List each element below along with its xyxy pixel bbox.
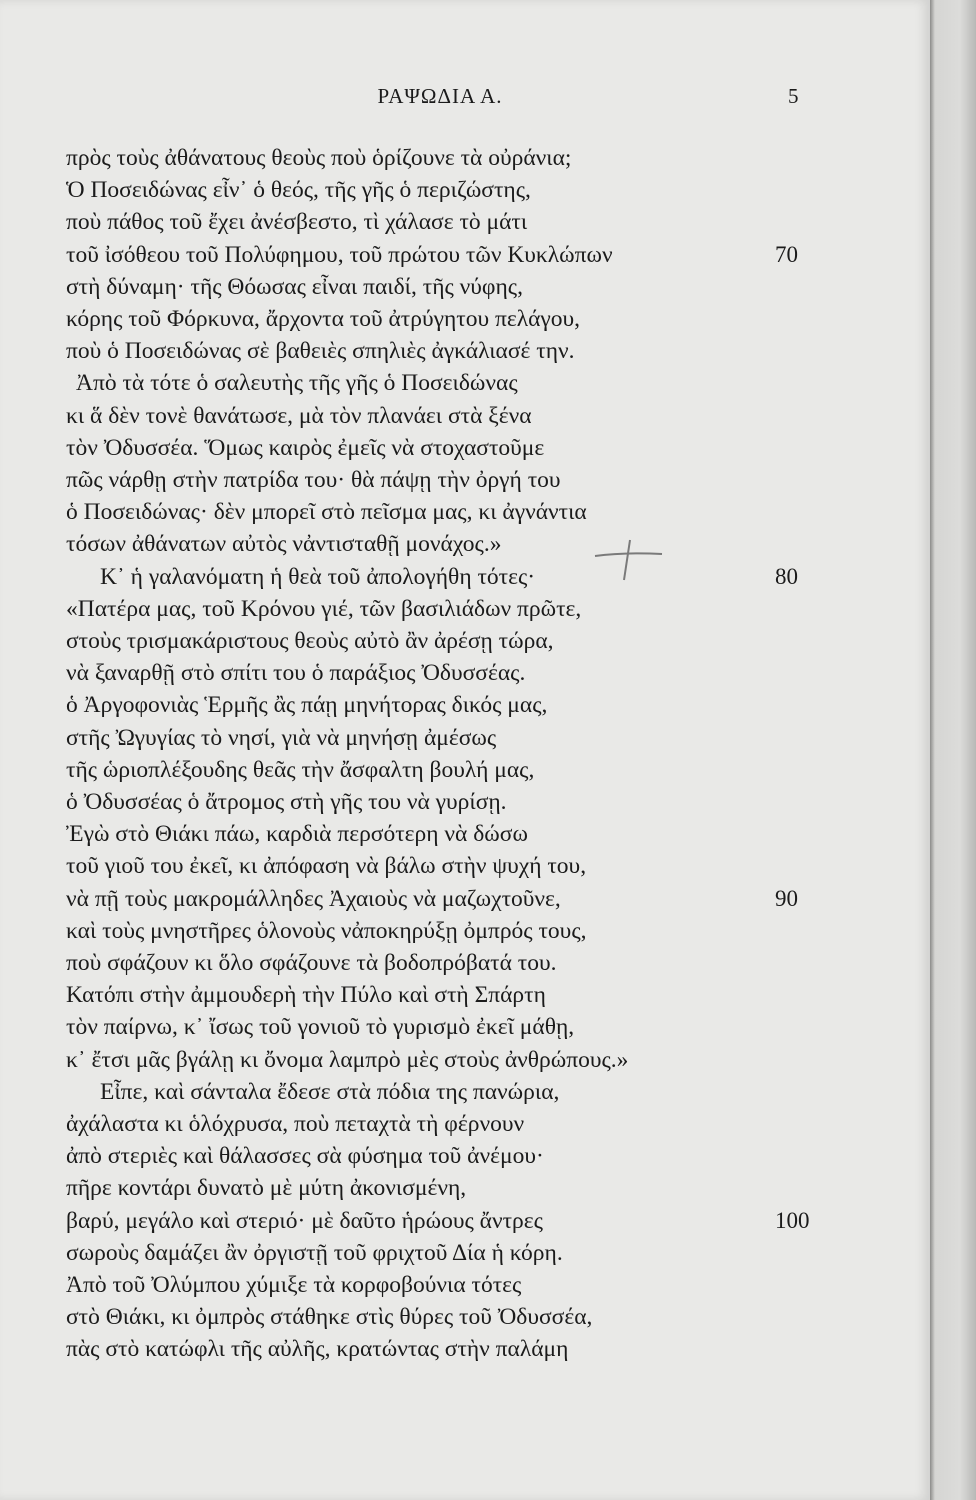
page-edge [930, 0, 976, 1500]
verse-line: Ἀπὸ τοῦ Ὀλύμπου χύμιξε τὰ κορφοβούνια τότες [66, 1272, 522, 1298]
verse-line: πὰς στὸ κατώφλι τῆς αὐλῆς, κρατώντας στὴν παλάμη [66, 1336, 569, 1362]
verse-line: καὶ τοὺς μνηστῆρες ὁλονοὺς νἀποκηρύξῃ ὀμπρός τους, [66, 918, 587, 944]
verse-line: Εἶπε, καὶ σάνταλα ἔδεσε στὰ πόδια της πανώρια, [100, 1079, 560, 1105]
verse-line: πρὸς τοὺς ἀθάνατους θεοὺς ποὺ ὁρίζουνε τὰ οὐράνια; [66, 145, 572, 171]
verse-line: Ἀπὸ τὰ τότε ὁ σαλευτὴς τῆς γῆς ὁ Ποσειδώνας [76, 370, 518, 396]
verse-line: ποὺ ὁ Ποσειδώνας σὲ βαθειὲς σπηλιὲς ἀγκάλιασέ την. [66, 338, 575, 364]
verse-line: στῆς Ὠγυγίας τὸ νησί, γιὰ νὰ μηνήσῃ ἀμέσως [66, 725, 497, 751]
verse-line: ποὺ σφάζουν κι ὅλο σφάζουνε τὰ βοδοπρόβατά του. [66, 950, 557, 976]
verse-line: τοῦ ἰσόθεου τοῦ Πολύφημου, τοῦ πρώτου τῶν Κυκλώπων [66, 242, 613, 268]
verse-line: στὸ Θιάκι, κι ὀμπρὸς στάθηκε στὶς θύρες τοῦ Ὀδυσσέα, [66, 1304, 593, 1330]
verse-line: στὴ δύναμη· τῆς Θόωσας εἶναι παιδί, τῆς νύφης, [66, 274, 523, 300]
verse-line: κ᾿ ἔτσι μᾶς βγάλῃ κι ὄνομα λαμπρὸ μὲς στοὺς ἀνθρώπους.» [66, 1047, 629, 1073]
verse-number: 90 [775, 886, 798, 911]
verse-line: Ὁ Ποσειδώνας εἶν᾿ ὁ θεός, τῆς γῆς ὁ περιζώστης, [66, 177, 531, 203]
verse-line: τὸν παίρνω, κ᾿ ἴσως τοῦ γονιοῦ τὸ γυρισμὸ ἐκεῖ μάθῃ, [66, 1014, 575, 1040]
verse-line: σωροὺς δαμάζει ἂν ὀργιστῇ τοῦ φριχτοῦ Δία ἡ κόρη. [66, 1240, 563, 1266]
verse-line: τόσων ἀθάνατων αὐτὸς νἀντισταθῇ μονάχος.» [66, 531, 502, 557]
verse-line: ἀπὸ στεριὲς καὶ θάλασσες σὰ φύσημα τοῦ ἀνέμου· [66, 1143, 544, 1169]
verse-line: τῆς ὡριοπλέξουδης θεᾶς τὴν ἄσφαλτη βουλή μας, [66, 757, 535, 783]
verse-line: Ἐγὼ στὸ Θιάκι πάω, καρδιὰ περσότερη νὰ δώσω [66, 821, 528, 847]
verse-line: νὰ πῇ τοὺς μακρομάλληδες Ἀχαιοὺς νὰ μαζωχτοῦνε, [66, 886, 561, 912]
verse-number: 80 [775, 564, 798, 589]
verse-line: νὰ ξαναρθῇ στὸ σπίτι του ὁ παράξιος Ὀδυσσέας. [66, 660, 526, 686]
verse-line: ὁ Ὀδυσσέας ὁ ἄτρομος στὴ γῆς του νὰ γυρίσῃ. [66, 789, 507, 815]
verse-line: ὁ Ποσειδώνας· δὲν μπορεῖ στὸ πεῖσμα μας, κι ἀγνάντια [66, 499, 587, 525]
verse-line: ὁ Ἀργοφονιὰς Ἑρμῆς ἂς πάῃ μηνήτορας δικός μας, [66, 692, 548, 718]
verse-line: «Πατέρα μας, τοῦ Κρόνου γιέ, τῶν βασιλιάδων πρῶτε, [66, 596, 582, 622]
verse-line: Κ᾿ ἡ γαλανόματη ἡ θεὰ τοῦ ἀπολογήθη τότες· [100, 564, 536, 590]
verse-line: Κατόπι στὴν ἀμμουδερὴ τὴν Πύλο καὶ στὴ Σπάρτη [66, 982, 546, 1008]
verse-line: στοὺς τρισμακάριστους θεοὺς αὐτὸ ἂν ἀρέσῃ τώρα, [66, 628, 554, 654]
verse-line: πῶς νάρθῃ στὴν πατρίδα του· θὰ πάψῃ τὴν ὀργή του [66, 467, 561, 493]
verse-number: 70 [775, 242, 798, 267]
verse-line: τοῦ γιοῦ του ἐκεῖ, κι ἀπόφαση νὰ βάλω στὴν ψυχή του, [66, 853, 587, 879]
pencil-mark-icon [590, 536, 670, 586]
verse-line: ἀχάλαστα κι ὁλόχρυσα, ποὺ πεταχτὰ τὴ φέρνουν [66, 1111, 525, 1137]
running-title: ΡΑΨΩΔΙΑ Α. [377, 84, 503, 108]
verse-number: 100 [775, 1208, 810, 1233]
page-number: 5 [788, 84, 799, 108]
verse-line: κόρης τοῦ Φόρκυνα, ἄρχοντα τοῦ ἀτρύγητου πελάγου, [66, 306, 581, 332]
verse-line: τὸν Ὀδυσσέα. Ὅμως καιρὸς ἐμεῖς νὰ στοχαστοῦμε [66, 435, 545, 461]
verse-line: βαρύ, μεγάλο καὶ στεριό· μὲ δαῦτο ἡρώους ἄντρες [66, 1208, 543, 1234]
verse-line: κι ἅ δὲν τονὲ θανάτωσε, μὰ τὸν πλανάει στὰ ξένα [66, 403, 532, 429]
verse-line: πῆρε κοντάρι δυνατὸ μὲ μύτη ἀκονισμένη, [66, 1175, 467, 1201]
verse-line: ποὺ πάθος τοῦ ἔχει ἀνέσβεστο, τὶ χάλασε τὸ μάτι [66, 209, 528, 235]
